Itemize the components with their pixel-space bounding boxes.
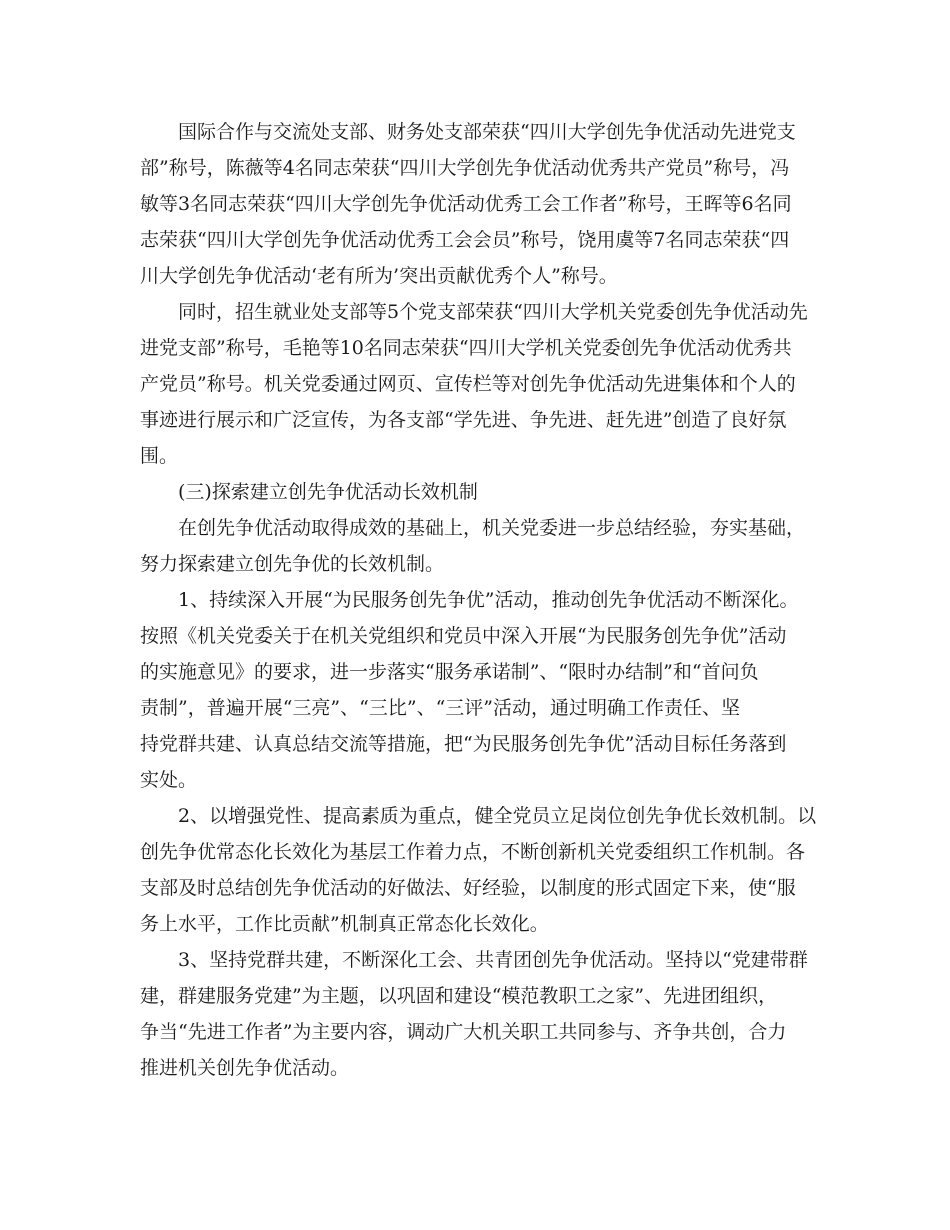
text-line: 敏等3名同志荣获“四川大学创先争优活动优秀工会工作者”称号，王晖等6名同: [140, 193, 792, 215]
document-body: [140, 114, 816, 1086]
text-line: 事迹进行展示和广泛宣传，为各支部“学先进、争先进、赶先进”创造了良好氛: [140, 409, 787, 431]
section-heading-text: (三)探索建立创先争优活动长效机制: [178, 481, 478, 503]
text-line: 2、以增强党性、提高素质为重点，健全党员立足岗位创先争优长效机制。以: [177, 805, 817, 827]
text-line: 争当“先进工作者”为主要内容，调动广大机关职工共同参与、齐争共创，合力: [140, 1021, 787, 1043]
para-item-3: [140, 942, 816, 1086]
text-line: 川大学创先争优活动‘老有所为’突出贡献优秀个人”称号。: [140, 265, 618, 287]
text-line: 志荣获“四川大学创先争优活动优秀工会会员”称号，饶用虞等7名同志荣获“四: [140, 229, 790, 251]
text-line: 建，群建服务党建”为主题，以巩固和建设“模范教职工之家”、先进团组织，: [140, 985, 778, 1007]
text-line: 努力探索建立创先争优的长效机制。: [140, 553, 445, 575]
para-awards-1: [140, 114, 816, 294]
text-line: 同时，招生就业处支部等5个党支部荣获“四川大学机关党委创先争优活动先: [178, 301, 808, 323]
text-line: 3、坚持党群共建，不断深化工会、共青团创先争优活动。坚持以“党建带群: [178, 949, 808, 971]
text-line: 支部及时总结创先争优活动的好做法、好经验，以制度的形式固定下来，使“服: [140, 877, 796, 899]
text-line: 务上水平，工作比贡献”机制真正常态化长效化。: [140, 913, 549, 935]
text-line: 按照《机关党委关于在机关党组织和党员中深入开展“为民服务创先争优”活动: [140, 625, 787, 647]
text-line: 推进机关创先争优活动。: [140, 1057, 350, 1079]
text-line: 责制”，普遍开展“三亮”、“三比”、“三评”活动，通过明确工作责任、坚: [140, 697, 740, 719]
text-line: 产党员”称号。机关党委通过网页、宣传栏等对创先争优活动先进集体和个人的: [140, 373, 796, 395]
text-line: 在创先争优活动取得成效的基础上，机关党委进一步总结经验，夯实基础，: [178, 517, 806, 539]
text-line: 1、持续深入开展“为民服务创先争优”活动，推动创先争优活动不断深化。: [178, 589, 799, 611]
text-line: 的实施意见》的要求，进一步落实“服务承诺制”、“限时办结制”和“首问负: [140, 661, 759, 683]
para-mechanism-intro: [140, 510, 816, 582]
para-awards-2: [140, 294, 816, 474]
section-heading: [140, 474, 816, 510]
text-line: 创先争优常态化长效化为基层工作着力点，不断创新机关党委组织工作机制。各: [140, 841, 806, 863]
text-line: 部”称号，陈薇等4名同志荣获“四川大学创先争优活动优秀共产党员”称号，冯: [140, 157, 790, 179]
text-line: 实处。: [140, 769, 198, 791]
text-line: 进党支部”称号，毛艳等10名同志荣获“四川大学机关党委创先争优活动优秀共: [140, 337, 792, 359]
text-line: 持党群共建、认真总结交流等措施，把“为民服务创先争优”活动目标任务落到: [140, 733, 787, 755]
text-line: 围。: [140, 445, 179, 467]
para-item-1: [140, 582, 816, 798]
para-item-2: [140, 798, 816, 942]
text-line: 国际合作与交流处支部、财务处支部荣获“四川大学创先争优活动先进党支: [178, 121, 796, 143]
